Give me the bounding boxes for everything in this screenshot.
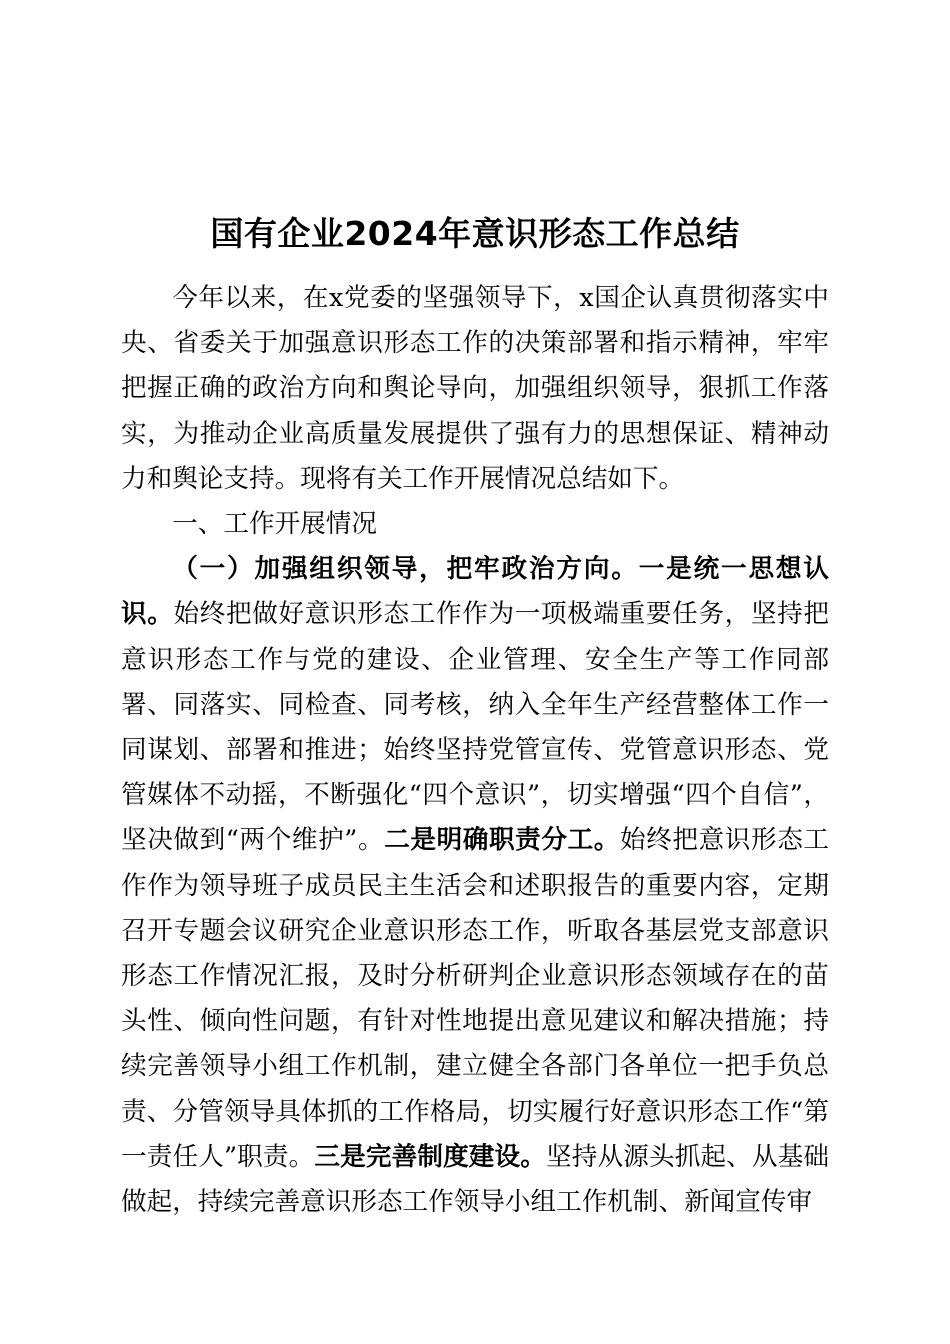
subsection-paragraph (121, 547, 829, 1225)
document-body (121, 276, 829, 1225)
point-label: 三是完善制度建设。 (314, 1141, 547, 1172)
subsection-heading: （一）加强组织领导，把牢政治方向。 (172, 554, 639, 585)
point-label: 一是统一思想认识。 (121, 554, 829, 630)
intro-paragraph: 今年以来，在x党委的坚强领导下，x国企认真贯彻落实中央、省委关于加强意识形态工作的决策部署和指示精神，牢牢把握正确的政治方向和舆论导向，加强组织领导，狠抓工作落实，为推动企业高质量发展提供了强有力的思想保证、精神动力和舆论支持。现将有关工作开展情况总结如下。 (121, 283, 829, 494)
point-text: 始终把做好意识形态工作作为一项极端重要任务，坚持把意识形态工作与党的建设、企业管理、安全生产等工作同部署、同落实、同检查、同考核，纳入全年生产经营整体工作一同谋划、部署和推进；始终坚持党管宣传、党管意识形态、党管媒体不动摇，不断强化“四个意识”，切实增强“四个自信”，坚决做到“两个维护”。 (121, 599, 829, 856)
section-heading: 一、工作开展情况 (172, 509, 377, 540)
point-text: 坚持从源头抓起、从基础做起，持续完善意识形态工作领导小组工作机制、新闻宣传审 (121, 1141, 829, 1218)
point-text: 始终把意识形态工作作为领导班子成员民主生活会和述职报告的重要内容，定期召开专题会议研究企业意识形态工作，听取各基层党支部意识形态工作情况汇报，及时分析研判企业意识形态领域存在的苗头性、倾向性问题，有针对性地提出意见建议和解决措施；持续完善领导小组工作机制，建立健全各部门各单位一把手负总责、分管领导具体抓的工作格局，切实履行好意识形态工作“第一责任人”职责。 (121, 825, 829, 1172)
document-title: 国有企业2024年意识形态工作总结 (210, 214, 740, 253)
point-label: 二是明确职责分工。 (384, 825, 620, 856)
